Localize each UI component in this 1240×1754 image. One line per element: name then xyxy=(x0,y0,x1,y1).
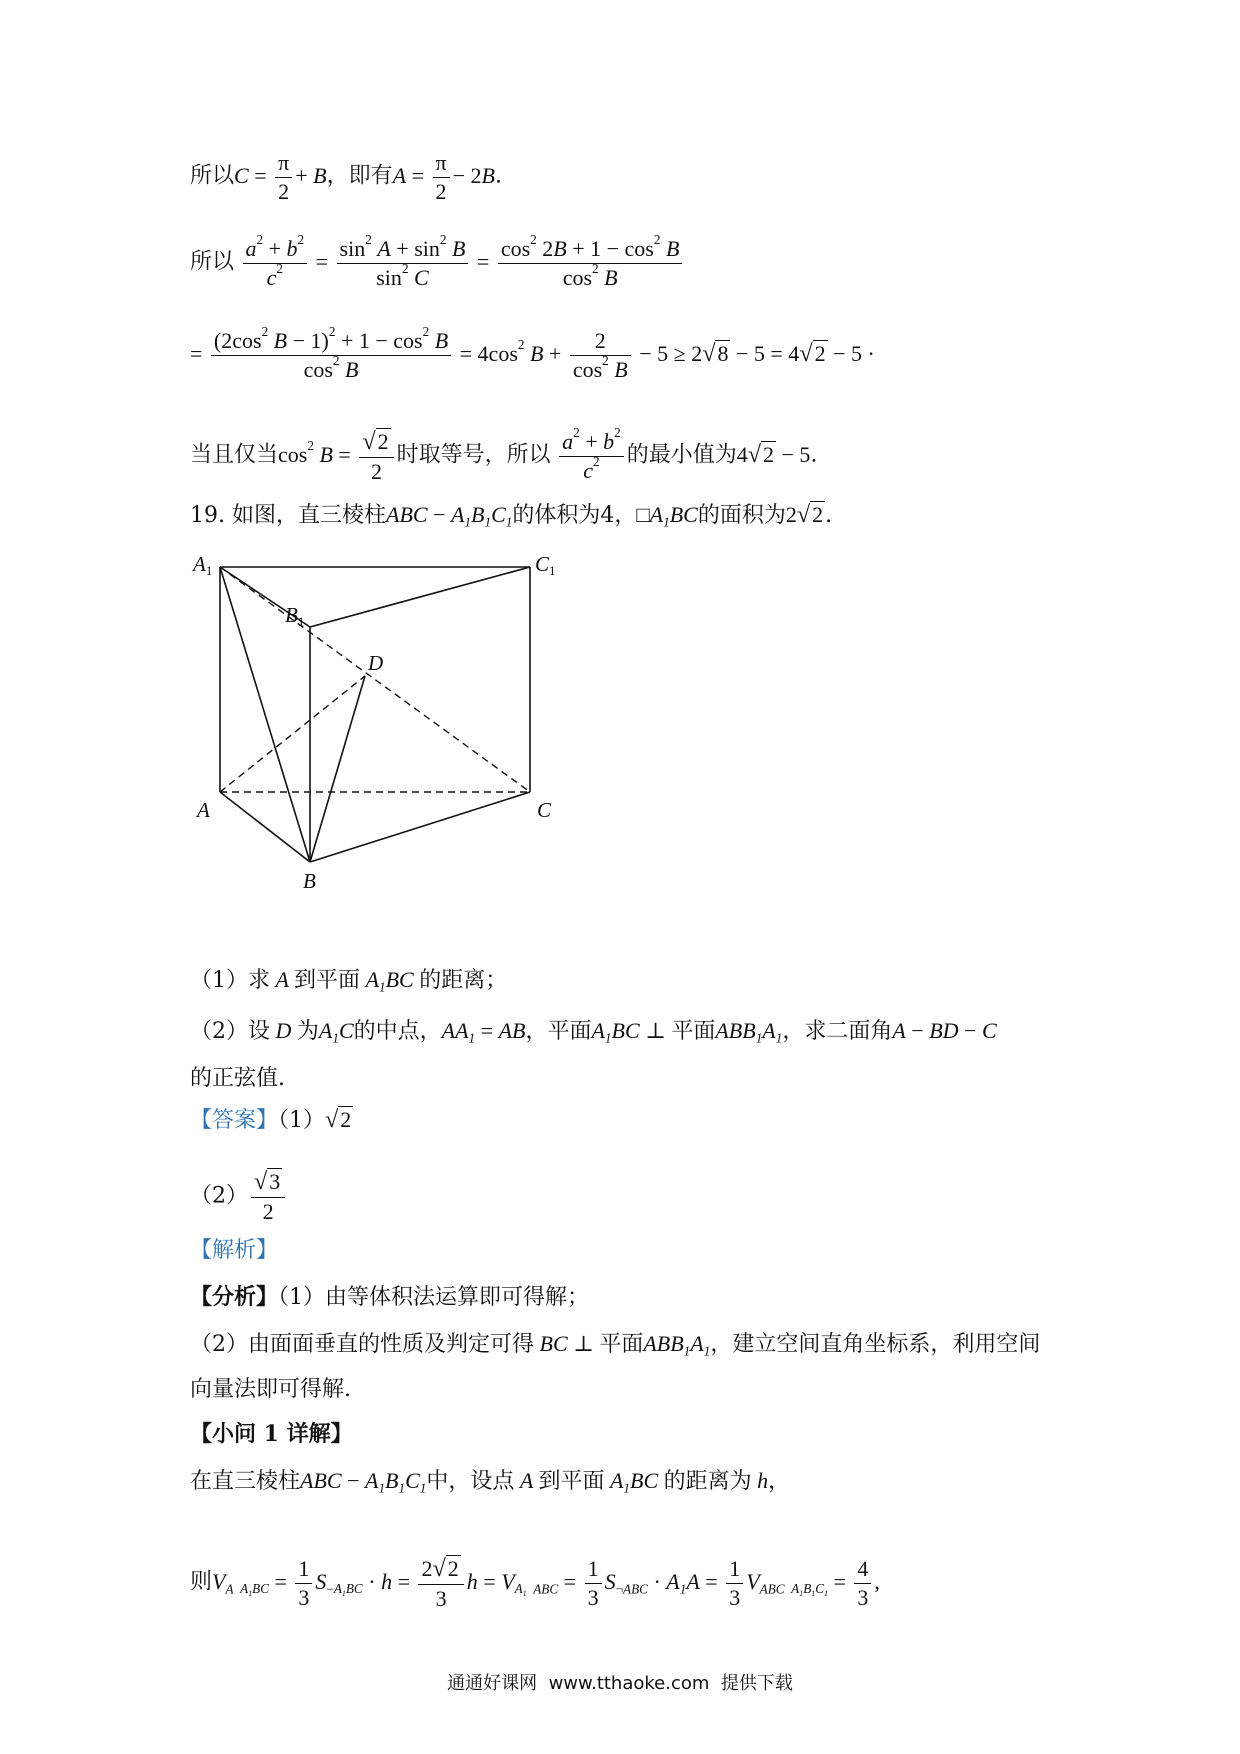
label-a1: A1 xyxy=(193,555,213,578)
edge-ad-dashed xyxy=(220,676,365,792)
solution-line-3: = $\frac{(2\cos^2 B - 1)^2 + 1 - \cos^2 B}{\cos^2 B}$ = $4\cos^2$ B + $\frac{2}{\cos^2 B}$ − 5 ≥ 2√8 − 5 = 4√2 − 5 · xyxy=(190,324,875,382)
question-2-line-2: 的正弦值. xyxy=(190,1066,285,1091)
question-2-line-1: （2）设 D 为$A_1C$的中点，$AA_1$ = AB，平面$A_1BC$ ⊥ 平面$ABB_1A_1$，求二面角A − BD − C xyxy=(190,1018,997,1046)
label-c1: C1 xyxy=(535,555,556,578)
label-b1: B1 xyxy=(285,603,305,629)
text: 所以 xyxy=(190,163,235,189)
solution-line-4: 当且仅当$\cos^2 B$ = $\frac{√2}{2}$ 时取等号，所以 $\frac{a^2 + b^2}{c^2}$ 的最小值为4√2 − 5. xyxy=(190,425,818,485)
question-1: （1）求 A 到平面 $A_1BC$ 的距离； xyxy=(190,967,508,995)
answer-part-2: （2） $\frac{√3}{2}$ xyxy=(190,1170,288,1223)
solution-line-1: 所以C = $\frac{\pi}{2}$ + B，即有A = $\frac{\pi}{2}$ − 2B. xyxy=(190,150,502,204)
sub1-tag: 【小问 1 详解】 xyxy=(190,1421,353,1447)
fenxi-line-2: （2）由面面垂直的性质及判定可得 BC ⊥ 平面$ABB_1A_1$，建立空间直角坐标系，利用空间 xyxy=(190,1331,1041,1359)
solution-line-2: 所以 $\frac{a^2 + b^2}{c^2}$ = $\frac{\sin^2 A + \sin^2 B}{\sin^2 C}$ = $\frac{\cos^2 2B + 1 - \cos^2 B}{\cos^2 B}$ xyxy=(190,238,685,289)
detail-line-1: 在直三棱柱ABC − $A_1B_1C_1$中，设点 A 到平面 $A_1BC$ 的距离为 h， xyxy=(190,1468,791,1496)
answer-tag: 【答案】 xyxy=(190,1108,279,1133)
edge-a1c-dashed xyxy=(220,567,530,792)
label-b: B xyxy=(303,869,316,893)
page-footer: 通通好课网 www.tthaoke.com 提供下载 xyxy=(447,1673,793,1694)
label-c: C xyxy=(537,798,552,822)
analysis-tag: 【解析】 xyxy=(190,1238,279,1263)
label-d: D xyxy=(368,651,384,675)
edge-ab xyxy=(220,792,310,862)
edge-bc xyxy=(310,792,530,862)
prism-figure xyxy=(185,555,565,900)
fenxi-line-1: 【分析】（1）由等体积法运算即可得解； xyxy=(190,1284,590,1310)
edge-b1c1 xyxy=(310,567,530,627)
fenxi-line-3: 向量法即可得解. xyxy=(190,1377,351,1402)
volume-equation: 则$V_{A A_1BC}$ = $\frac{1}{3}$ $S_{-A_1BC} \cdot h$ = $\frac{2√2}{3}$ $h = V_{A_1 ABC}$ = $\frac{1}{3}$ $S_{\neg ABC} \cdot A_1A$ = $\frac{1}{3}$ $V_{ABC A_1B_1C_1}$ = $\frac{4}{3}$ , xyxy=(190,1555,880,1612)
answer-part-1: 【答案】（1）√2 xyxy=(190,1106,352,1133)
label-a: A xyxy=(197,798,210,822)
problem-19-intro: 19. 如图，直三棱柱ABC − $A_1B_1C_1$的体积为4，$□A_1BC$的面积为2√2. xyxy=(190,501,833,530)
edge-db xyxy=(310,676,365,862)
